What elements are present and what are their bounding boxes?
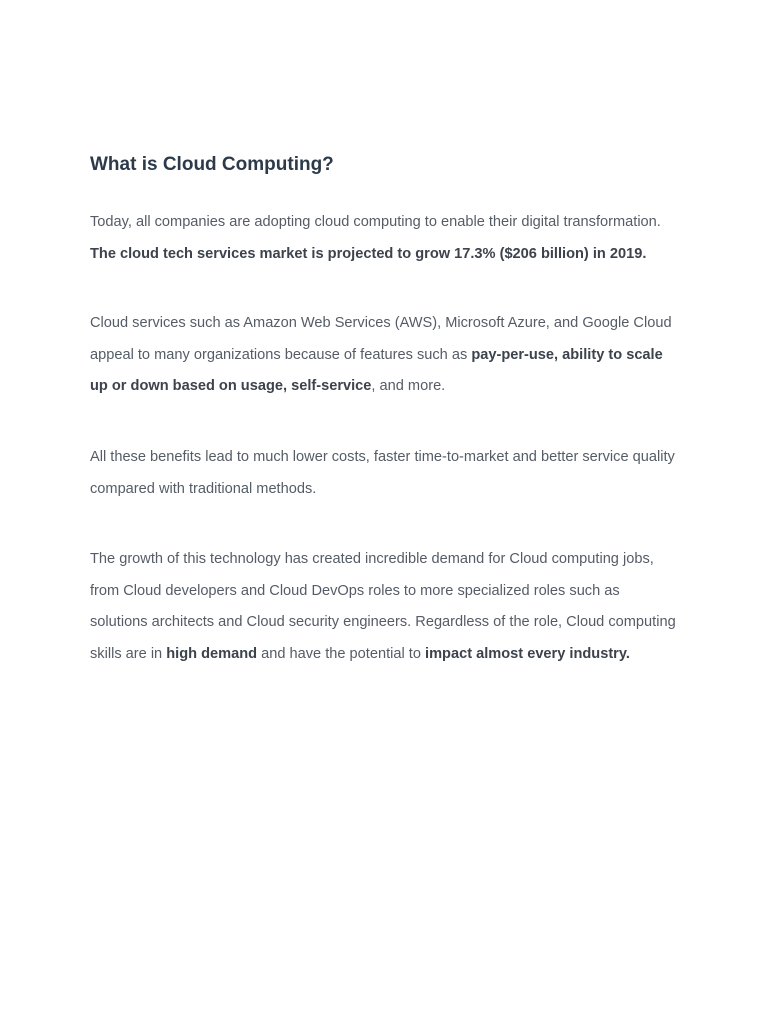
paragraph-growth xyxy=(90,544,680,670)
article-title: What is Cloud Computing? xyxy=(90,154,334,175)
paragraph-growth-highlight-impact: impact almost every industry. xyxy=(425,645,630,662)
paragraph-cloud-services-highlight: pay-per-use, ability to scale up or down based on usage, self-service xyxy=(90,346,663,395)
paragraph-cloud-services-tail: , and more. xyxy=(371,378,446,395)
paragraph-intro xyxy=(90,207,680,270)
paragraph-benefits-text: All these benefits lead to much lower costs, faster time-to-market and better service quality compared with traditional methods. xyxy=(90,448,675,497)
paragraph-growth-text: The growth of this technology has created incredible demand for Cloud computing jobs, from Cloud developers and Cloud DevOps roles to more specialized roles such as solutions architects and Cloud security engineers. Regardless of the role, Cloud computing skills are in xyxy=(90,551,676,662)
paragraph-growth-middle: and have the potential to xyxy=(257,645,426,662)
paragraph-benefits xyxy=(90,442,680,505)
paragraph-intro-text: Today, all companies are adopting cloud computing to enable their digital transformation. xyxy=(90,214,661,230)
paragraph-cloud-services xyxy=(90,308,680,403)
paragraph-intro-highlight: The cloud tech services market is projected to grow 17.3% ($206 billion) in 2019. xyxy=(90,245,647,262)
paragraph-growth-highlight-demand: high demand xyxy=(166,645,258,662)
paragraph-cloud-services-text: Cloud services such as Amazon Web Services (AWS), Microsoft Azure, and Google Cloud appeal to many organizations because of features such as xyxy=(90,315,672,363)
